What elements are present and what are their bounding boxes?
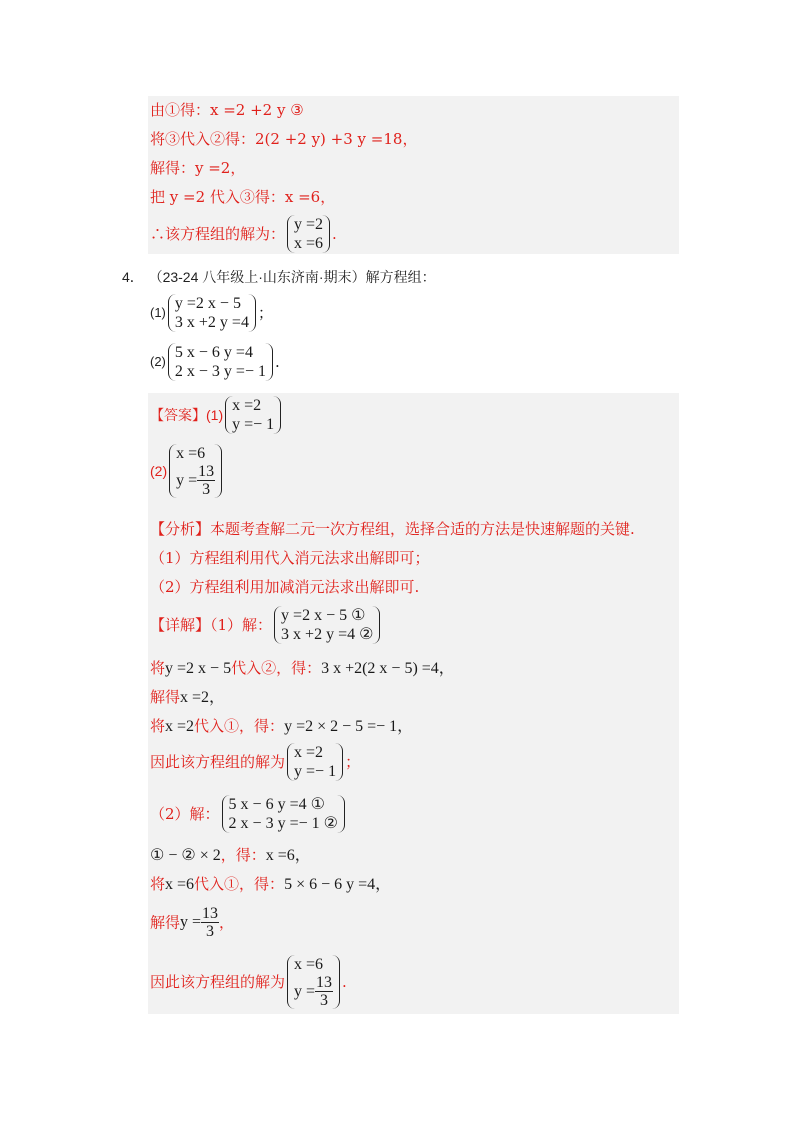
detail-1-row-2: 3 x +2 y =4 ② xyxy=(281,626,374,643)
top-line-5 xyxy=(150,215,337,253)
answer-1-row-2: y =− 1 xyxy=(232,416,275,433)
part-1-system xyxy=(168,294,256,332)
question-4-header xyxy=(122,268,436,286)
detail-l3-math2: y =2 × 2 − 5 =− 1， xyxy=(284,718,414,735)
detail-l3-math: x =2 xyxy=(165,718,195,735)
answer-1-row-1: x =2 xyxy=(232,397,262,414)
detail-l5-red: ，得： xyxy=(220,846,266,864)
detail-line-3 xyxy=(150,688,225,707)
detail-l3-red: 将 xyxy=(150,717,166,735)
question-source: （23-24 八年级上·山东济南·期末）解方程组： xyxy=(148,269,436,285)
detail-l7-numerator: 13 xyxy=(202,905,219,922)
top-line-3-text: 解得：y =2， xyxy=(150,159,246,177)
top-line-5-text: ∴该方程组的解为： xyxy=(150,225,286,243)
answer-2-label: (2) xyxy=(150,463,168,479)
detail-l1-math: y =2 x − 5 xyxy=(165,660,232,677)
top-line-1-text: 由①得：x =2 +2 y ③ xyxy=(150,101,304,119)
detail-l4-row-1: x =2 xyxy=(294,744,324,761)
detail-l8-fraction xyxy=(315,974,333,1009)
part-1-end: ； xyxy=(257,304,273,322)
detail-p2-tag: （2）解： xyxy=(150,805,220,823)
answer-2-system xyxy=(169,444,222,498)
answer-2-numerator: 13 xyxy=(198,463,215,480)
detail-2-row-2: 2 x − 3 y =− 1 ② xyxy=(228,815,338,832)
detail-line-7 xyxy=(150,846,311,865)
part-2-system xyxy=(168,343,273,381)
detail-line-9 xyxy=(150,905,234,940)
top-line-5-end: . xyxy=(332,225,337,243)
detail-line-8 xyxy=(150,875,391,894)
part-2-label: (2) xyxy=(150,354,166,369)
top-solution-row-1: y =2 xyxy=(294,216,324,233)
detail-l6-red: 将 xyxy=(150,875,166,893)
top-line-1 xyxy=(150,101,304,119)
top-solution-row-2: x =6 xyxy=(294,235,324,252)
detail-l8-end: . xyxy=(342,973,347,991)
detail-l3-red2: 代入①，得： xyxy=(194,717,285,735)
answer-2-denominator: 3 xyxy=(202,481,211,498)
part-1-row-1: y =2 x − 5 xyxy=(174,295,241,312)
question-number: 4． xyxy=(122,269,144,285)
top-line-3 xyxy=(150,159,245,177)
detail-l8-red: 因此该方程组的解为 xyxy=(150,973,286,991)
part-1-row-2: 3 x +2 y =4 xyxy=(174,314,249,331)
detail-l8-row-1: x =6 xyxy=(294,956,324,973)
analysis-step-1-text: （1）方程组利用代入消元法求出解即可； xyxy=(150,549,430,567)
part-2-row-1: 5 x − 6 y =4 xyxy=(174,344,253,361)
detail-l2-red: 解得 xyxy=(150,688,181,706)
analysis-step-2 xyxy=(150,578,419,596)
top-line-4 xyxy=(150,188,335,206)
detail-l6-math2: 5 × 6 − 6 y =4， xyxy=(284,876,392,893)
detail-l8-row-2 xyxy=(294,974,333,1009)
part-2-end: . xyxy=(274,353,280,371)
question-part-2 xyxy=(150,343,280,381)
detail-1-row-1: y =2 x − 5 ① xyxy=(281,607,366,624)
detail-l6-math: x =6 xyxy=(165,876,195,893)
top-line-2 xyxy=(150,130,417,148)
detail-l5-math: ① − ② × 2 xyxy=(150,847,221,864)
answer-line-2 xyxy=(150,444,224,498)
question-part-1 xyxy=(150,294,273,332)
detail-l7-denominator: 3 xyxy=(206,923,215,940)
analysis-line xyxy=(150,520,635,538)
detail-l1-math2: 3 x +2(2 x − 5) =4， xyxy=(321,660,455,677)
part-2-row-2: 2 x − 3 y =− 1 xyxy=(174,363,266,380)
answer-2-row-2 xyxy=(176,463,215,498)
detail-l8-numerator: 13 xyxy=(316,974,333,991)
detail-line-2 xyxy=(150,659,455,678)
detail-line-5 xyxy=(150,743,360,781)
detail-l6-red2: 代入①，得： xyxy=(194,875,285,893)
answer-line-1 xyxy=(150,396,283,434)
detail-l7-fraction xyxy=(201,905,219,940)
detail-l2-math: x =2， xyxy=(180,689,226,706)
part-1-label: (1) xyxy=(150,305,166,320)
detail-l7-red: 解得 xyxy=(150,913,181,932)
detail-line-6 xyxy=(150,795,347,833)
detail-l1-red: 将 xyxy=(150,659,166,677)
detail-line-10 xyxy=(150,955,347,1009)
detail-l7-prefix: y = xyxy=(180,913,202,931)
detail-2-system xyxy=(222,795,345,833)
analysis-step-1 xyxy=(150,549,430,567)
detail-l5-math2: x =6， xyxy=(265,847,311,864)
answer-tag: 【答案】(1) xyxy=(150,407,224,423)
detail-1-system xyxy=(274,606,380,644)
detail-l8-prefix: y = xyxy=(294,983,316,1000)
detail-l4-end: ； xyxy=(345,753,361,771)
detail-l4-system xyxy=(287,743,343,781)
detail-l4-red: 因此该方程组的解为 xyxy=(150,753,286,771)
detail-l1-red2: 代入②，得： xyxy=(231,659,322,677)
top-solution-system xyxy=(287,215,330,253)
analysis-text: 【分析】本题考查解二元一次方程组，选择合适的方法是快速解题的关键. xyxy=(150,520,635,538)
answer-2-fraction xyxy=(197,463,215,498)
top-line-4-text: 把 y =2 代入③得：x =6， xyxy=(150,188,336,206)
detail-line-1 xyxy=(150,606,382,644)
detail-l8-denominator: 3 xyxy=(320,992,329,1009)
detail-l8-system xyxy=(287,955,340,1009)
top-line-2-text: 将③代入②得：2(2 +2 y) +3 y =18， xyxy=(150,130,418,148)
detail-tag: 【详解】（1）解： xyxy=(150,616,273,634)
answer-1-system xyxy=(225,396,281,434)
detail-2-row-1: 5 x − 6 y =4 ① xyxy=(228,796,325,813)
answer-2-row-1: x =6 xyxy=(176,445,206,462)
answer-2-prefix: y = xyxy=(176,472,198,489)
detail-line-4 xyxy=(150,717,413,736)
analysis-step-2-text: （2）方程组利用加减消元法求出解即可. xyxy=(150,578,420,596)
detail-l7-end: ， xyxy=(219,913,235,932)
detail-l4-row-2: y =− 1 xyxy=(294,763,337,780)
